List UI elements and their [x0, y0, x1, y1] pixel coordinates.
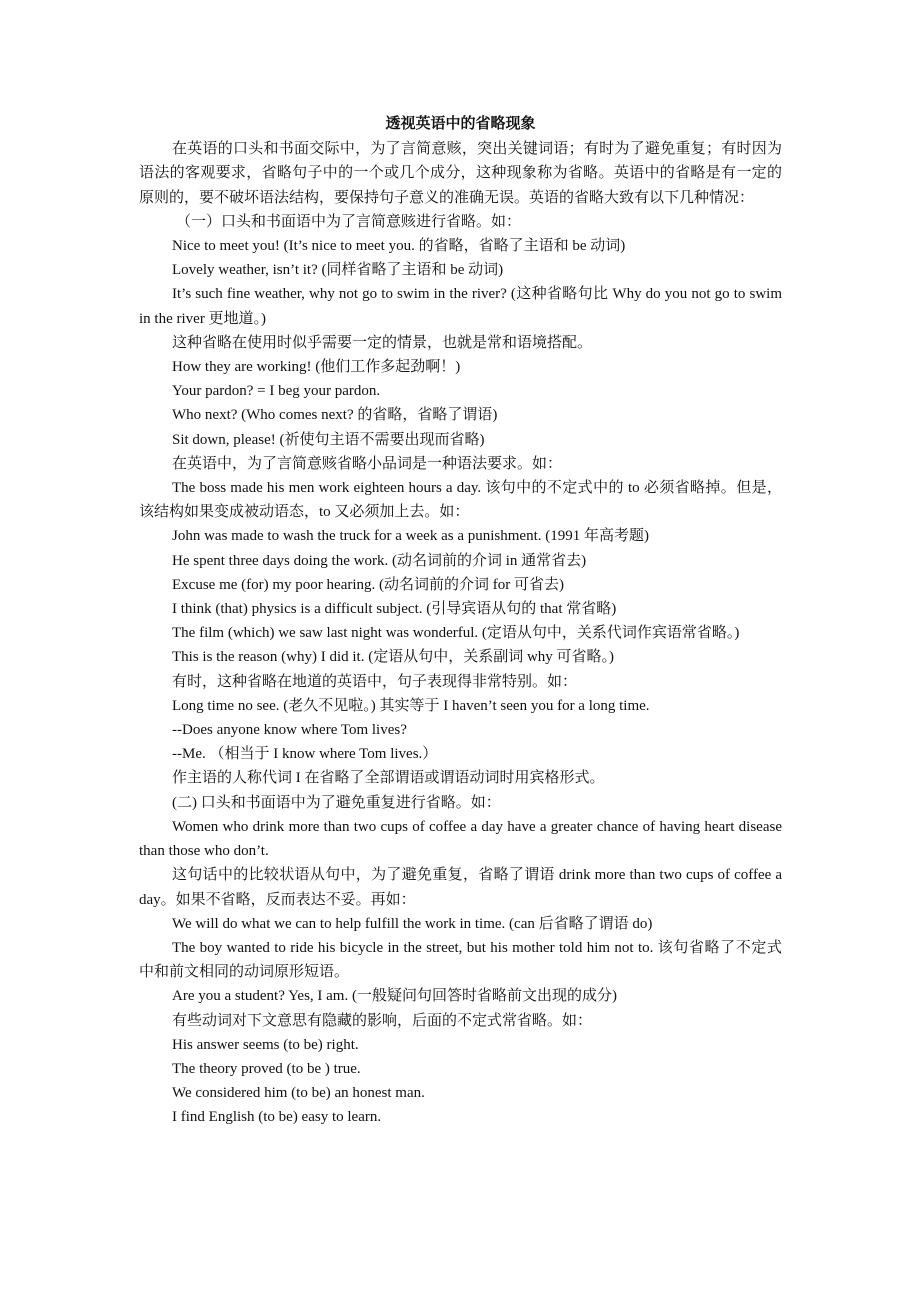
paragraph: 有些动词对下文意思有隐藏的影响，后面的不定式常省略。如： — [172, 1012, 593, 1029]
paragraph: 有时，这种省略在地道的英语中，句子表现得非常特别。如： — [172, 673, 578, 690]
paragraph: How they are working! (他们工作多起劲啊！) — [172, 359, 461, 376]
paragraph: Who next? (Who comes next? 的省略，省略了谓语) — [172, 407, 498, 424]
paragraph: I think (that) physics is a difficult subject. (引导宾语从句的 that 常省略) — [172, 601, 617, 618]
document-body — [139, 137, 782, 1129]
paragraph: 在英语中，为了言简意赅省略小品词是一种语法要求。如： — [172, 455, 563, 472]
paragraph: The boss made his men work eighteen hours a day. 该句中的不定式中的 to 必须省略掉。但是，该结构如果变成被动语态，to 又必须加上去。如： — [139, 480, 782, 521]
paragraph: I find English (to be) easy to learn. — [172, 1109, 382, 1126]
paragraph: The boy wanted to ride his bicycle in the street, but his mother told him not to. 该句省略了不定式中和前文相同的动词原形短语。 — [139, 939, 782, 981]
paragraph: Your pardon? = I beg your pardon. — [172, 383, 381, 400]
paragraph: John was made to wash the truck for a week as a punishment. (1991 年高考题) — [172, 528, 649, 545]
paragraph: 作主语的人称代词 I 在省略了全部谓语或谓语动词时用宾格形式。 — [172, 770, 605, 787]
paragraph: His answer seems (to be) right. — [172, 1036, 359, 1053]
paragraph: He spent three days doing the work. (动名词前的介词 in 通常省去) — [172, 552, 587, 569]
paragraph: The theory proved (to be ) true. — [172, 1060, 361, 1077]
section-heading-2: (二) 口头和书面语中为了避免重复进行省略。如： — [172, 794, 501, 811]
paragraph: --Me. （相当于 I know where Tom lives.） — [172, 746, 438, 763]
paragraph: Nice to meet you! (It’s nice to meet you. 的省略，省略了主语和 be 动词) — [172, 238, 626, 255]
paragraph: --Does anyone know where Tom lives? — [172, 722, 407, 739]
paragraph: 这种省略在使用时似乎需要一定的情景，也就是常和语境搭配。 — [172, 334, 593, 351]
paragraph: This is the reason (why) I did it. (定语从句中，关系副词 why 可省略。) — [172, 649, 615, 666]
paragraph: We will do what we can to help fulfill the work in time. (can 后省略了谓语 do) — [172, 915, 653, 932]
paragraph: Long time no see. (老久不见啦。) 其实等于 I haven’t seen you for a long time. — [172, 697, 650, 714]
paragraph: We considered him (to be) an honest man. — [172, 1085, 425, 1102]
paragraph: It’s such fine weather, why not go to swim in the river? (这种省略句比 Why do you not go to swim in the river 更地道。) — [139, 286, 782, 327]
paragraph: 这句话中的比较状语从句中，为了避免重复，省略了谓语 drink more than two cups of coffee a day。如果不省略，反而表达不妥。再如： — [139, 867, 782, 908]
section-heading-1: （一）口头和书面语中为了言简意赅进行省略。如： — [176, 213, 522, 230]
paragraph: Are you a student? Yes, I am. (一般疑问句回答时省略前文出现的成分) — [172, 988, 617, 1005]
document-title: 透视英语中的省略现象 — [385, 116, 536, 132]
paragraph: Lovely weather, isn’t it? (同样省略了主语和 be 动词) — [172, 262, 504, 279]
paragraph: Excuse me (for) my poor hearing. (动名词前的介词 for 可省去) — [172, 576, 564, 593]
paragraph: 在英语的口头和书面交际中，为了言简意赅，突出关键词语；有时为了避免重复；有时因为语法的客观要求，省略句子中的一个或几个成分，这种现象称为省略。英语中的省略是有一定的原则的，要不破坏语法结构，要保持句子意义的准确无误。英语的省略大致有以下几种情况： — [139, 141, 782, 206]
paragraph: Sit down, please! (祈使句主语不需要出现而省略) — [172, 431, 485, 448]
document-page — [139, 112, 782, 1130]
paragraph: Women who drink more than two cups of coffee a day have a greater chance of having heart disease than those who don’t. — [139, 818, 782, 860]
paragraph: The film (which) we saw last night was wonderful. (定语从句中，关系代词作宾语常省略。) — [172, 625, 740, 642]
